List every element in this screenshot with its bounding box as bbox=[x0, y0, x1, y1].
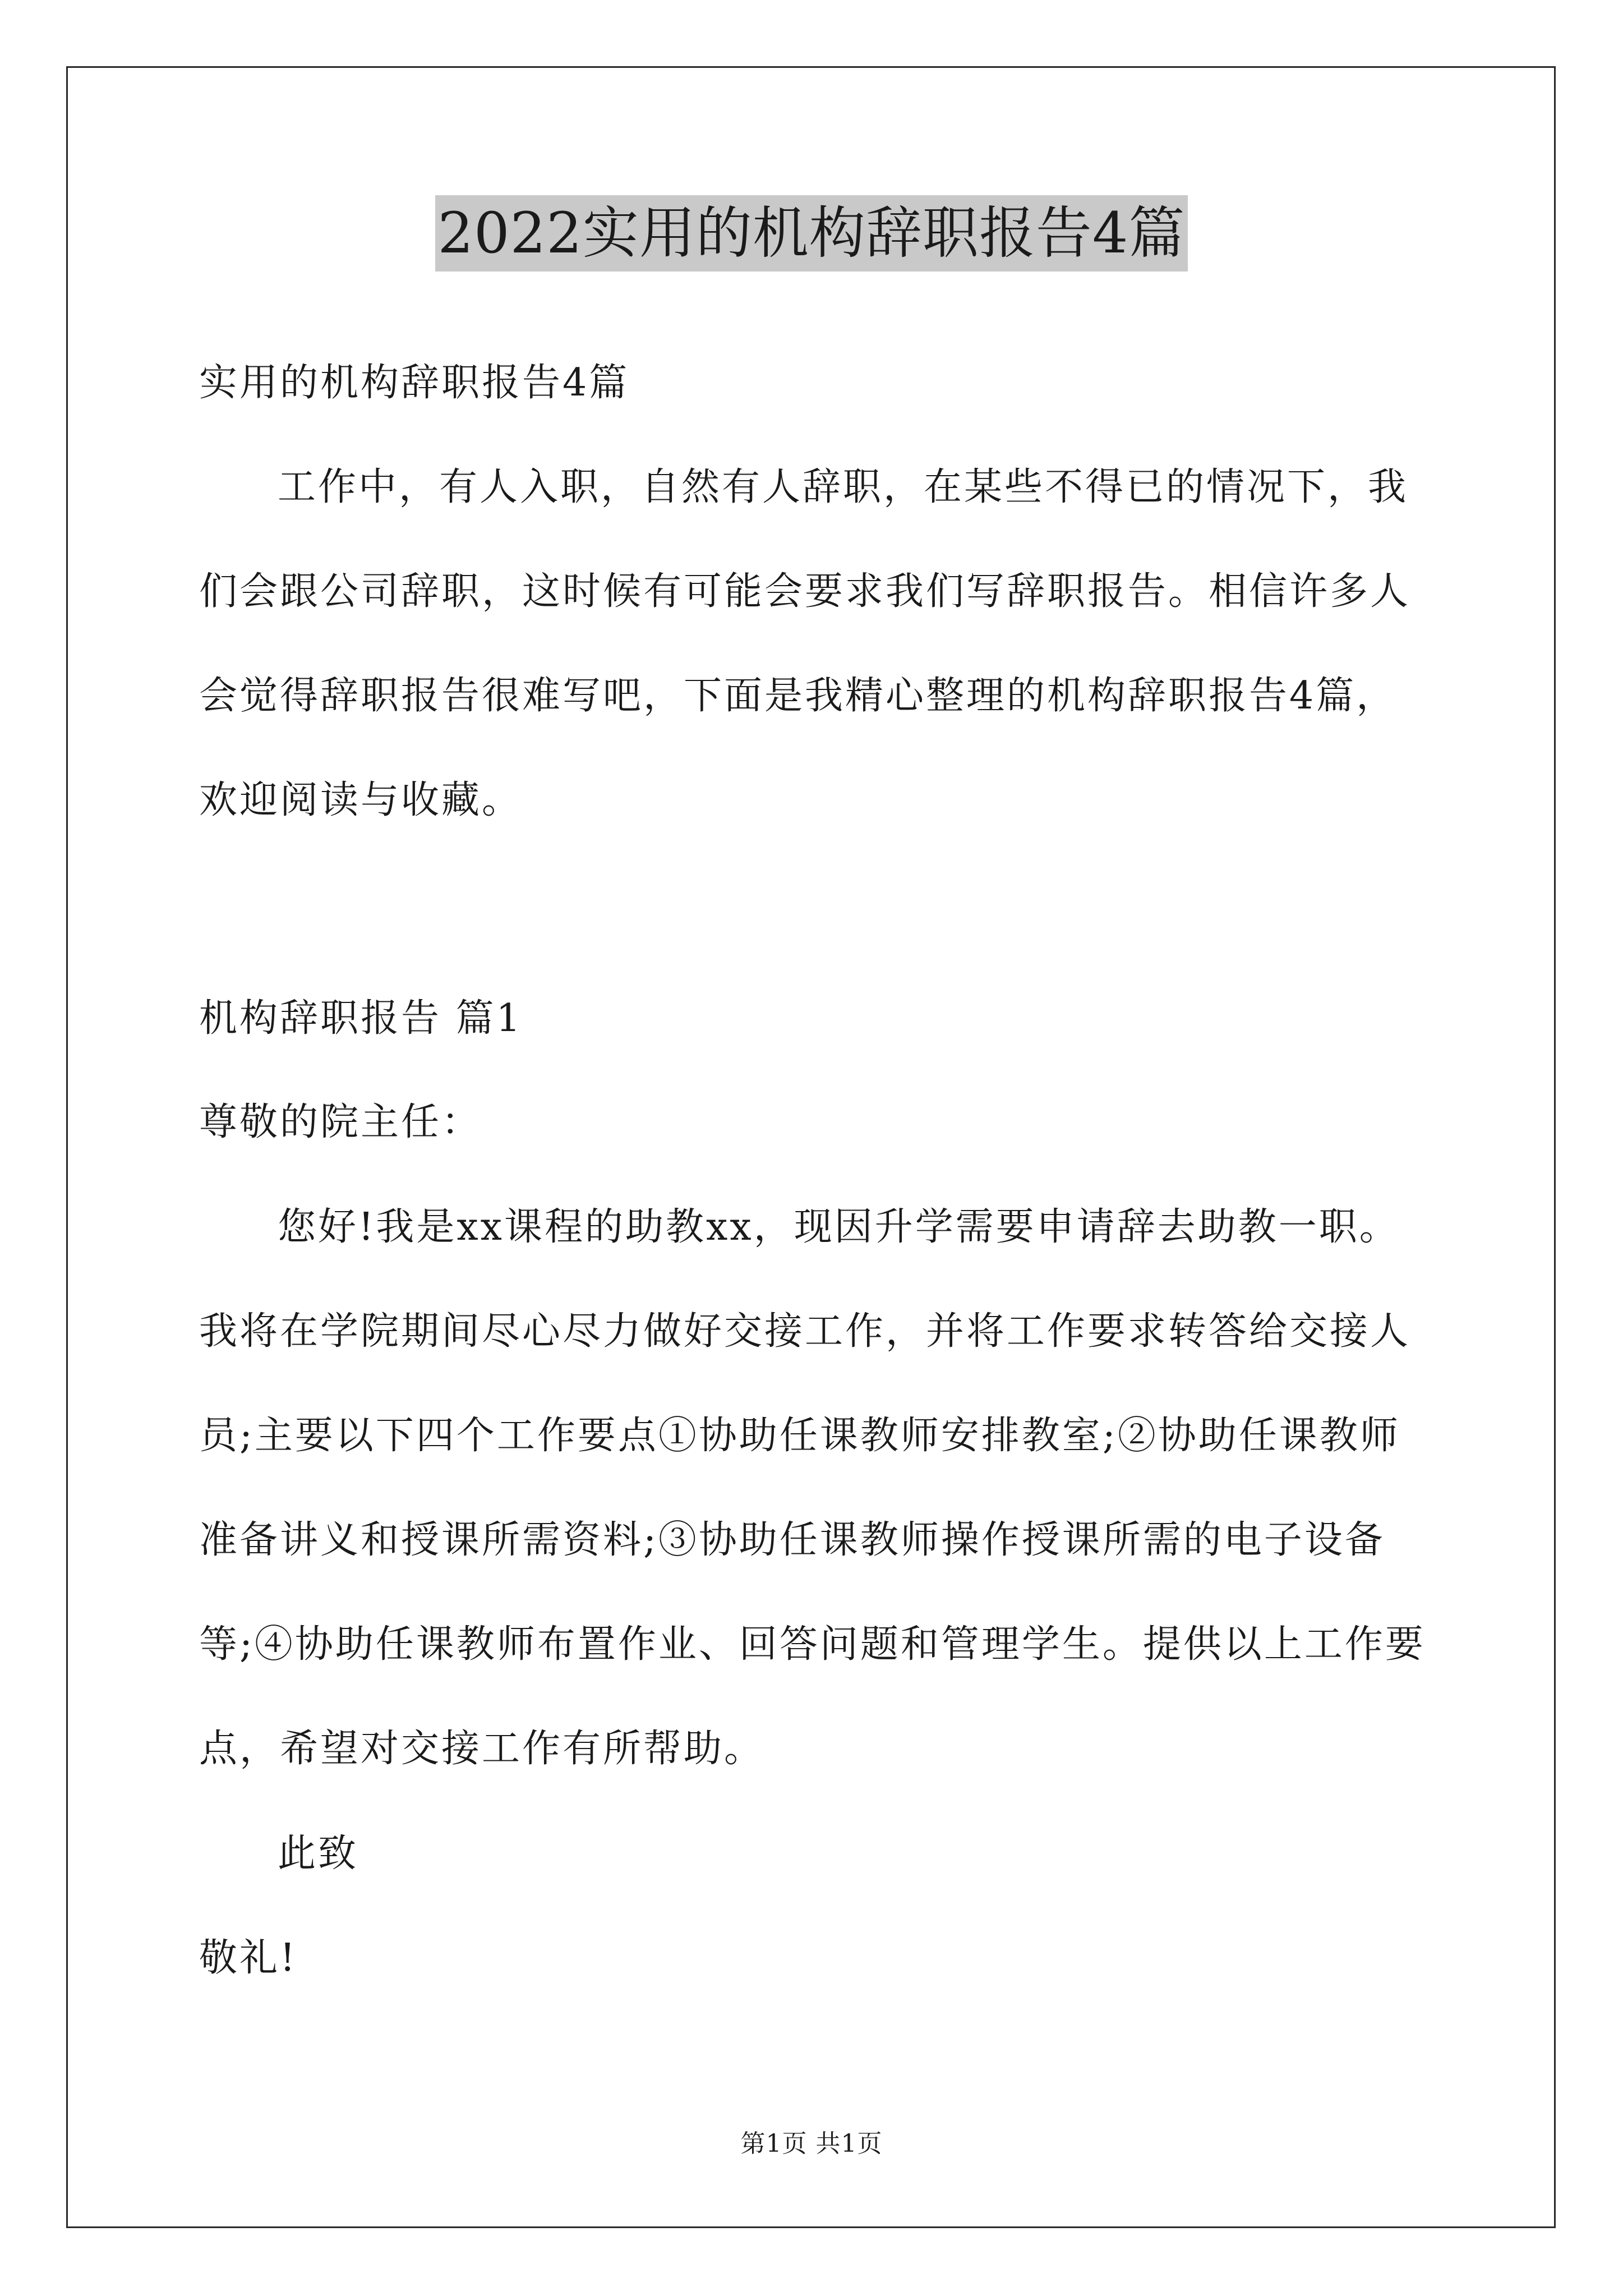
document-subtitle: 实用的机构辞职报告4篇 bbox=[199, 361, 630, 405]
intro-line-4: 欢迎阅读与收藏。 bbox=[199, 778, 523, 822]
section-heading: 机构辞职报告 篇1 bbox=[199, 996, 523, 1041]
intro-line-3: 会觉得辞职报告很难写吧，下面是我精心整理的机构辞职报告4篇， bbox=[199, 674, 1397, 718]
body-line-4: 准备讲义和授课所需资料;③协助任课教师操作授课所需的电子设备 bbox=[199, 1518, 1385, 1562]
body-line-3: 员;主要以下四个工作要点①协助任课教师安排教室;②协助任课教师 bbox=[199, 1414, 1400, 1458]
closing-cizhi: 此致 bbox=[278, 1832, 359, 1876]
body-line-6: 点，希望对交接工作有所帮助。 bbox=[199, 1727, 765, 1771]
salutation: 尊敬的院主任： bbox=[199, 1100, 482, 1144]
page-footer: 第1页 共1页 bbox=[740, 2129, 883, 2158]
closing-jingli: 敬礼! bbox=[199, 1936, 298, 1980]
title-container bbox=[0, 195, 1623, 272]
body-line-2: 我将在学院期间尽心尽力做好交接工作，并将工作要求转答给交接人 bbox=[199, 1309, 1411, 1354]
body-line-5: 等;④协助任课教师布置作业、回答问题和管理学生。提供以上工作要 bbox=[199, 1622, 1426, 1667]
document-title: 2022实用的机构辞职报告4篇 bbox=[435, 195, 1187, 272]
intro-line-1: 工作中，有人入职，自然有人辞职，在某些不得已的情况下，我 bbox=[278, 465, 1409, 509]
body-line-1: 您好!我是xx课程的助教xx，现因升学需要申请辞去助教一职。 bbox=[278, 1205, 1400, 1249]
intro-line-2: 们会跟公司辞职，这时候有可能会要求我们写辞职报告。相信许多人 bbox=[199, 569, 1411, 614]
